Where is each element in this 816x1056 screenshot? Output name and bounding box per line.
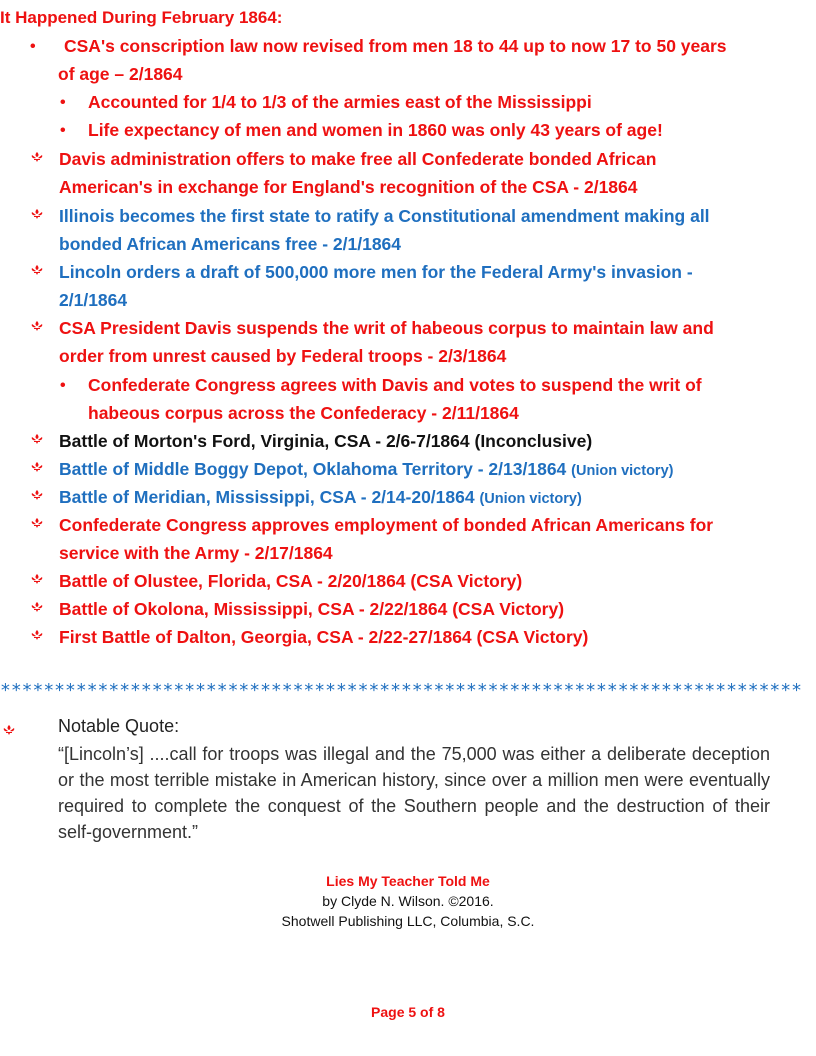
list-item (59, 567, 522, 595)
citation-title: Lies My Teacher Told Me (326, 873, 490, 889)
list-item-text: Illinois becomes the first state to ratify a Constitutional amendment making all (59, 206, 710, 226)
list-item-text: CSA's conscription law now revised from men 18 to 44 up to now 17 to 50 years (64, 36, 727, 56)
bullet-dot-icon: • (30, 38, 36, 55)
list-item-text: Battle of Okolona, Mississippi, CSA - 2/22/1864 (CSA Victory) (59, 599, 565, 619)
bullet-dot-icon: • (60, 94, 66, 111)
list-item-continuation (58, 60, 183, 88)
list-item (59, 623, 588, 651)
list-item (59, 455, 673, 485)
list-item-text: habeous corpus across the Confederacy - 2/11/1864 (88, 403, 519, 423)
fleur-de-lis-bullet-icon (31, 518, 43, 528)
list-item-text: Accounted for 1/4 to 1/3 of the armies east of the Mississippi (88, 92, 592, 112)
list-item (59, 595, 564, 623)
list-item (88, 116, 663, 144)
bullet-dot-icon: • (60, 122, 66, 139)
list-item (59, 483, 582, 513)
list-item (88, 371, 702, 427)
list-item-text: First Battle of Dalton, Georgia, CSA - 2/22-27/1864 (CSA Victory) (59, 627, 589, 647)
fleur-de-lis-bullet-icon (31, 152, 43, 162)
list-item (59, 427, 592, 455)
list-item-text: bonded African Americans free - 2/1/1864 (59, 234, 402, 254)
list-item-text: Battle of Middle Boggy Depot, Oklahoma Territory - 2/13/1864 (59, 459, 572, 479)
list-item (59, 511, 713, 567)
list-item-text: service with the Army - 2/17/1864 (59, 543, 333, 563)
citation-publisher: Shotwell Publishing LLC, Columbia, S.C. (281, 913, 535, 929)
fleur-de-lis-bullet-icon (31, 630, 43, 640)
list-item-note: (Union victory) (571, 463, 674, 479)
list-item-text: order from unrest caused by Federal troops - 2/3/1864 (59, 346, 507, 366)
list-item-text: Confederate Congress agrees with Davis and votes to suspend the writ of (88, 375, 702, 395)
list-item-text: Life expectancy of men and women in 1860 was only 43 years of age! (88, 120, 663, 140)
list-item (59, 258, 693, 314)
list-item-text: Confederate Congress approves employment of bonded African Americans for (59, 515, 714, 535)
fleur-de-lis-bullet-icon (31, 209, 43, 219)
fleur-de-lis-bullet-icon (3, 725, 15, 735)
list-item-text: Battle of Olustee, Florida, CSA - 2/20/1864 (CSA Victory) (59, 571, 523, 591)
fleur-de-lis-bullet-icon (31, 462, 43, 472)
list-item-text: Davis administration offers to make free all Confederate bonded African (59, 149, 657, 169)
page-heading: It Happened During February 1864: (0, 8, 283, 27)
fleur-de-lis-bullet-icon (31, 321, 43, 331)
list-item-text: American's in exchange for England's recognition of the CSA - 2/1864 (59, 177, 638, 197)
list-item-text: Battle of Morton's Ford, Virginia, CSA - 2/6-7/1864 (Inconclusive) (59, 431, 593, 451)
list-item-note: (Union victory) (479, 491, 582, 507)
fleur-de-lis-bullet-icon (31, 265, 43, 275)
fleur-de-lis-bullet-icon (31, 602, 43, 612)
citation-author: by Clyde N. Wilson. ©2016. (322, 893, 494, 909)
list-item (59, 202, 710, 258)
list-item-text: CSA President Davis suspends the writ of habeous corpus to maintain law and (59, 318, 714, 338)
list-item-text: Battle of Meridian, Mississippi, CSA - 2/14-20/1864 (59, 487, 480, 507)
list-item (59, 314, 714, 370)
list-item-text: of age – 2/1864 (58, 64, 183, 84)
fleur-de-lis-bullet-icon (31, 574, 43, 584)
fleur-de-lis-bullet-icon (31, 490, 43, 500)
list-item-text: 2/1/1864 (59, 290, 128, 310)
fleur-de-lis-bullet-icon (31, 434, 43, 444)
list-item (59, 145, 656, 201)
quote-label: Notable Quote: (58, 716, 180, 736)
list-item (88, 88, 592, 116)
list-item-text: Lincoln orders a draft of 500,000 more men for the Federal Army's invasion - (59, 262, 693, 282)
star-separator: ************************************************************************** (0, 680, 802, 701)
quote-body: “[Lincoln’s] ....call for troops was illegal and the 75,000 was either a deliberate deception or the most terrible mistake in American history, since over a million men were eventually required to complete the conquest of the Southern people and the destruction of their self-government.” (58, 744, 770, 842)
list-item (64, 32, 727, 60)
page-number: Page 5 of 8 (371, 1004, 445, 1020)
bullet-dot-icon: • (60, 377, 66, 394)
